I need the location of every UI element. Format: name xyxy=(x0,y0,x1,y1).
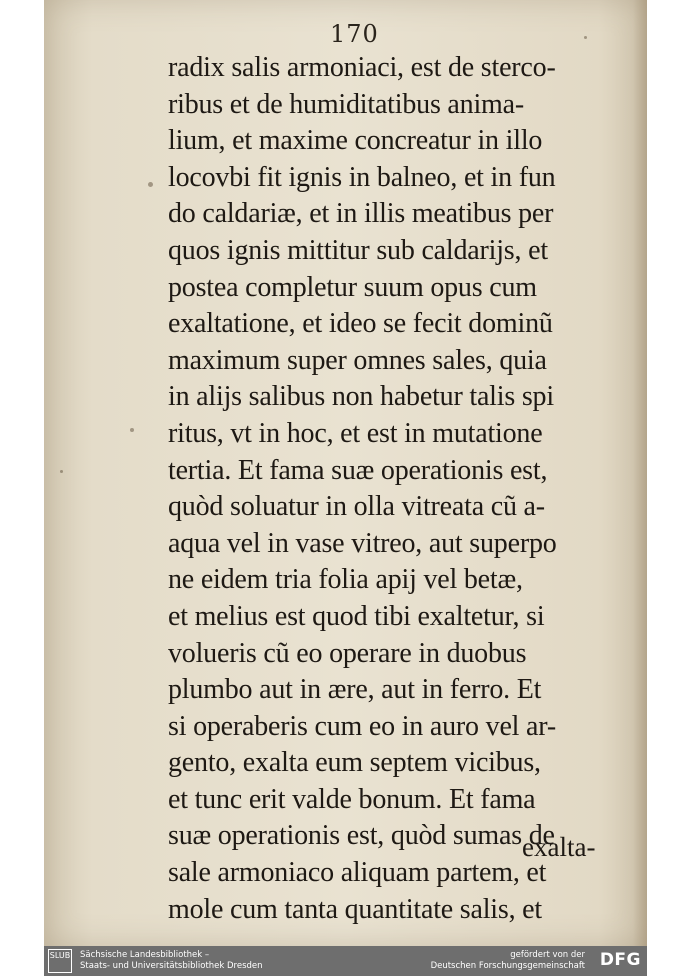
footer-bar xyxy=(44,946,647,976)
text-line: do caldariæ, et in illis meatibus per xyxy=(168,198,554,230)
text-line: et tunc erit valde bonum. Et fama xyxy=(168,783,536,815)
text-line: in alijs salibus non habetur talis spi xyxy=(168,381,554,413)
text-line: postea completur suum opus cum xyxy=(168,271,537,303)
text-line: ritus, vt in hoc, et est in mutatione xyxy=(168,417,543,449)
body-text xyxy=(168,50,614,928)
page-edge-shadow xyxy=(633,0,647,946)
text-line: volueris cũ eo operare in duobus xyxy=(168,637,527,669)
library-credit xyxy=(80,950,263,972)
text-line: tertia. Et fama suæ operationis est, xyxy=(168,454,548,486)
text-line: si operaberis cum eo in auro vel ar- xyxy=(168,710,556,742)
paper-speck xyxy=(130,428,134,432)
library-name-line1: Sächsische Landesbibliothek – xyxy=(80,950,210,960)
text-line: ribus et de humiditatibus anima- xyxy=(168,88,524,120)
paper-speck xyxy=(148,182,153,187)
paper-speck xyxy=(584,36,587,39)
text-line: exaltatione, et ideo se fecit dominũ xyxy=(168,308,553,340)
funding-line2: Deutschen Forschungsgemeinschaft xyxy=(430,961,585,971)
text-line: quos ignis mittitur sub caldarijs, et xyxy=(168,234,548,266)
text-line: et melius est quod tibi exaltetur, si xyxy=(168,600,545,632)
library-name-line2: Staats- und Universitätsbibliothek Dresden xyxy=(80,961,263,971)
funding-line1: gefördert von der xyxy=(510,950,585,960)
catchword: exalta- xyxy=(522,832,596,862)
text-line: mole cum tanta quantitate salis, et xyxy=(168,893,542,925)
text-line: maximum super omnes sales, quia xyxy=(168,344,547,376)
dfg-logo: DFG xyxy=(599,950,641,970)
slub-logo: SLUB xyxy=(48,949,72,973)
text-line: ne eidem tria folia apij vel betæ, xyxy=(168,564,523,596)
text-line: gento, exalta eum septem vicibus, xyxy=(168,747,541,779)
funding-credit xyxy=(431,950,585,972)
text-line: quòd soluatur in olla vitreata cũ a- xyxy=(168,491,545,523)
text-line: aqua vel in vase vitreo, aut superpo xyxy=(168,527,557,559)
text-line: lium, et maxime concreatur in illo xyxy=(168,125,543,157)
text-line: locovbi fit ignis in balneo, et in fun xyxy=(168,161,556,193)
text-line: suæ operationis est, quòd sumas de xyxy=(168,820,555,852)
page-number: 170 xyxy=(330,20,379,48)
text-line: radix salis armoniaci, est de sterco- xyxy=(168,52,556,83)
paper-speck xyxy=(60,470,63,473)
text-line: plumbo aut in ære, aut in ferro. Et xyxy=(168,674,542,706)
text-line: sale armoniaco aliquam partem, et xyxy=(168,857,547,889)
